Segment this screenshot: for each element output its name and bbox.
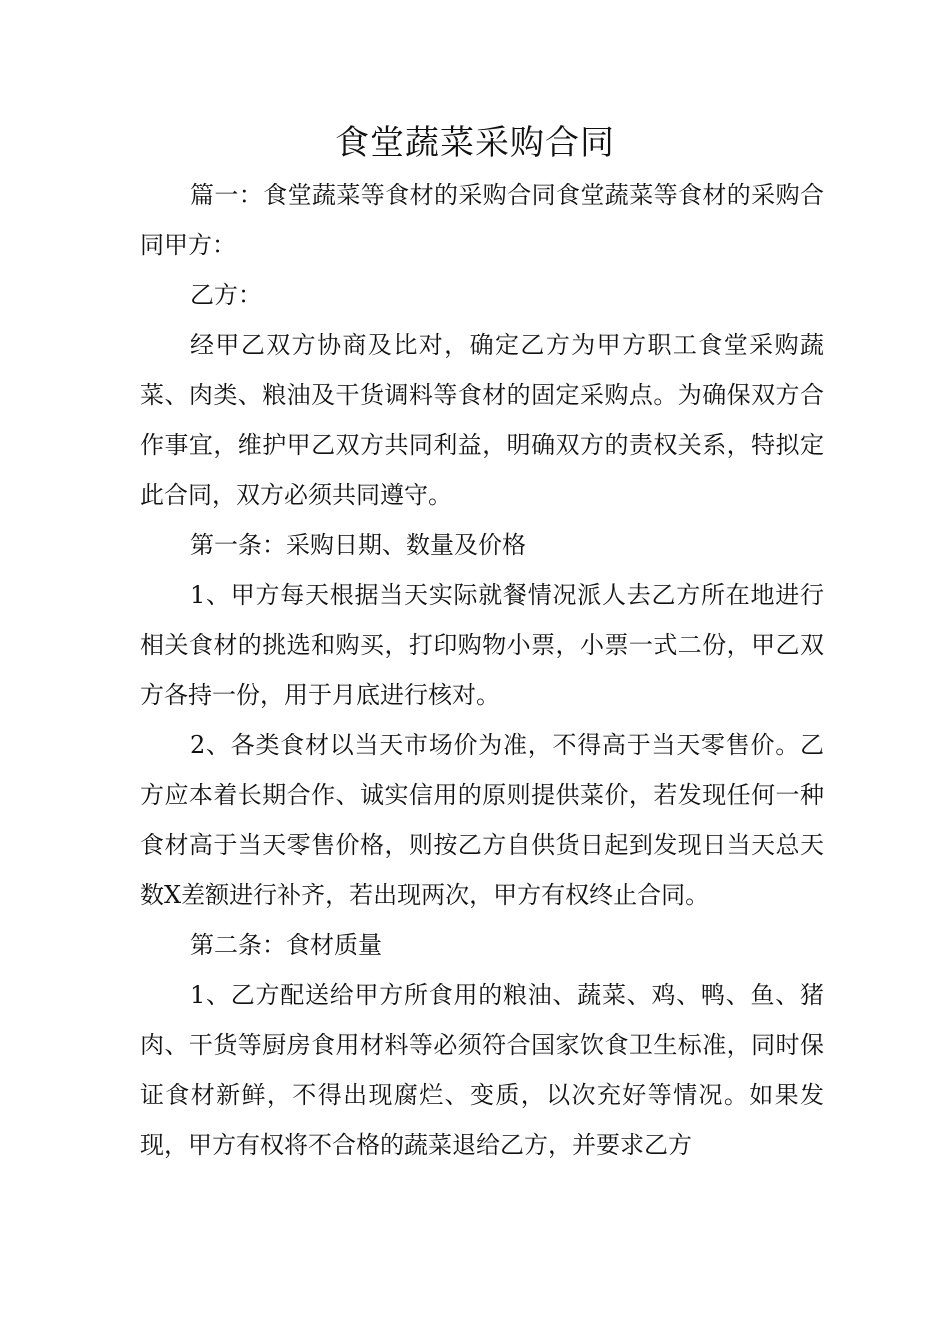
paragraph-party-b: 乙方： [190,281,262,309]
document-title: 食堂蔬菜采购合同 [335,122,615,163]
article-one-clause-2: 2、各类食材以当天市场价为准，不得高于当天零售价。乙方应本着长期合作、诚实信用的原则提供菜价，若发现任何一种食材高于当天零售价格，则按乙方自供货日起到发现日当天总天数X差额进行补齐，若出现两次，甲方有权终止合同。 [140,731,824,909]
article-one-clause-1: 1、甲方每天根据当天实际就餐情况派人去乙方所在地进行相关食材的挑选和购买，打印购物小票，小票一式二份，甲乙双方各持一份，用于月底进行核对。 [140,581,824,709]
paragraph-part-one-intro: 篇一：食堂蔬菜等食材的采购合同食堂蔬菜等食材的采购合同甲方： [140,181,824,259]
paragraph-preamble: 经甲乙双方协商及比对，确定乙方为甲方职工食堂采购蔬菜、肉类、粮油及干货调料等食材的固定采购点。为确保双方合作事宜，维护甲乙双方共同利益，明确双方的责权关系，特拟定此合同，双方必须共同遵守。 [140,331,824,509]
article-two-clause-1: 1、乙方配送给甲方所食用的粮油、蔬菜、鸡、鸭、鱼、猪肉、干货等厨房食用材料等必须符合国家饮食卫生标准，同时保证食材新鲜，不得出现腐烂、变质，以次充好等情况。如果发现，甲方有权将不合格的蔬菜退给乙方，并要求乙方 [140,981,824,1159]
article-two-heading: 第二条：食材质量 [190,931,382,959]
article-one-heading: 第一条：采购日期、数量及价格 [190,531,526,559]
document-body [140,170,824,1170]
